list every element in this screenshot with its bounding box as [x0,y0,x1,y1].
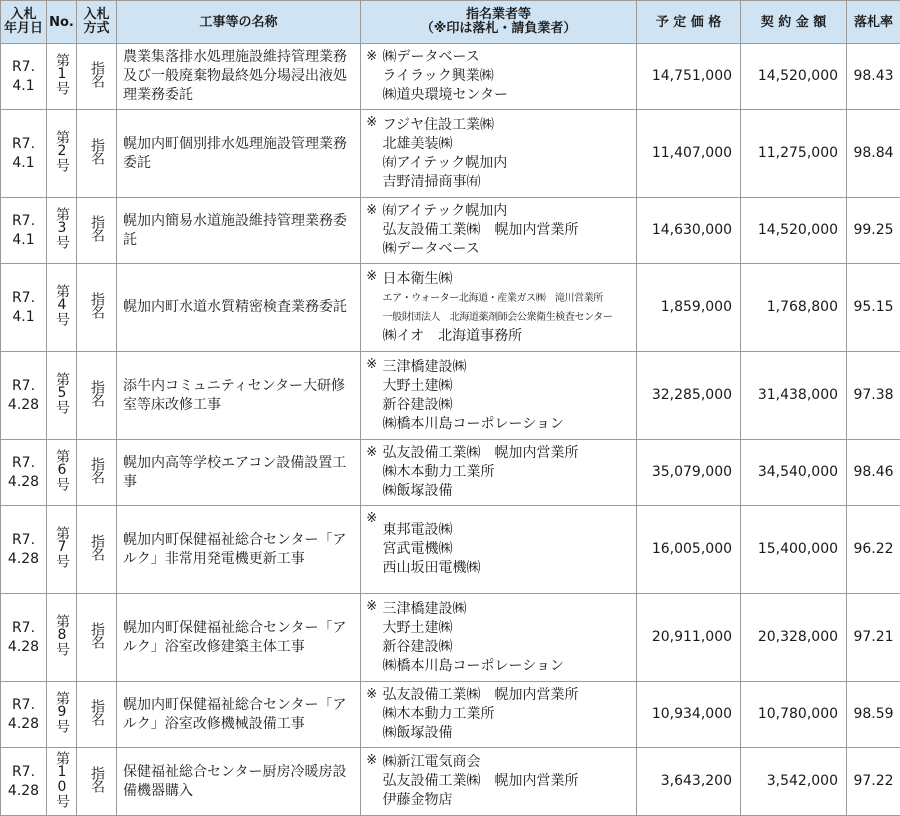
bid-rate-cell: 95.15 [847,264,900,352]
bid-number: 第3号 [54,207,69,248]
winner-mark: ※ [361,352,383,440]
bid-date-day: 4.28 [1,715,46,734]
bid-method: 指名 [89,215,104,241]
vendor-list [383,594,637,682]
vendor-item: 北雄美装㈱ [383,135,637,154]
planned-price-cell: 14,630,000 [637,198,741,264]
bid-method-cell [77,352,117,440]
project-name-cell: 農業集落排水処理施設維持管理業務及び一般廃棄物最終処分場浸出液処理業務委託 [117,44,361,110]
vendor-item: 吉野清掃商事㈲ [383,173,637,192]
bid-date-era: R7. [1,212,46,231]
bid-date-cell [1,44,47,110]
project-name-cell: 保健福祉総合センター厨房冷暖房設備機器購入 [117,748,361,816]
vendor-item: 弘友設備工業㈱ 幌加内営業所 [383,772,637,791]
winner-mark: ※ [361,594,383,682]
project-name-cell: 幌加内簡易水道施設維持管理業務委託 [117,198,361,264]
contract-amount-cell: 14,520,000 [741,198,847,264]
vendor-item: 三津橋建設㈱ [383,358,637,377]
bid-rate-cell: 98.46 [847,440,900,506]
bid-date-cell [1,506,47,594]
bid-number-cell [47,682,77,748]
bid-date-day: 4.28 [1,550,46,569]
header-date: 入札 年月日 [1,1,47,44]
planned-price-cell: 3,643,200 [637,748,741,816]
contract-amount-cell: 3,542,000 [741,748,847,816]
bid-date-cell [1,748,47,816]
winner-mark: ※ [361,506,383,594]
planned-price-cell: 32,285,000 [637,352,741,440]
bid-date-day: 4.1 [1,231,46,250]
bid-date-cell [1,110,47,198]
vendor-list [383,440,637,506]
planned-price-cell: 16,005,000 [637,506,741,594]
vendor-list [383,198,637,264]
bid-rate-cell: 99.25 [847,198,900,264]
vendor-item: ㈱データベース [383,48,637,67]
bid-method-cell [77,110,117,198]
bid-number-cell [47,440,77,506]
vendor-item: 西山坂田電機㈱ [383,559,637,578]
planned-price-cell: 10,934,000 [637,682,741,748]
contract-amount-cell: 15,400,000 [741,506,847,594]
vendor-item: 弘友設備工業㈱ 幌加内営業所 [383,221,637,240]
table-row [1,682,900,748]
project-name-cell: 幌加内町保健福祉総合センター「アルク」浴室改修建築主体工事 [117,594,361,682]
bid-method-cell [77,44,117,110]
bid-rate-cell: 97.21 [847,594,900,682]
bid-method-cell [77,198,117,264]
bid-date-day: 4.28 [1,473,46,492]
bid-number-cell [47,264,77,352]
bid-method: 指名 [89,380,104,406]
bid-date-day: 4.1 [1,77,46,96]
bid-number-cell [47,748,77,816]
bid-method: 指名 [89,622,104,648]
vendor-list [383,264,637,352]
bid-number: 第10号 [54,751,69,807]
table-row [1,44,900,110]
bid-date-day: 4.1 [1,154,46,173]
winner-mark: ※ [361,264,383,352]
contract-amount-cell: 20,328,000 [741,594,847,682]
bid-rate-cell: 98.59 [847,682,900,748]
table-row [1,264,900,352]
header-method: 入札 方式 [77,1,117,44]
vendor-item: ㈱橋本川島コーポレーション [383,657,637,676]
project-name-cell: 幌加内町水道水質精密検査業務委託 [117,264,361,352]
vendor-item: 東邦電設㈱ [383,521,637,540]
vendor-item: 新谷建設㈱ [383,396,637,415]
vendor-list [383,748,637,816]
table-row [1,440,900,506]
project-name-cell: 添牛内コミュニティセンター大研修室等床改修工事 [117,352,361,440]
vendor-item: ㈱道央環境センター [383,86,637,105]
bid-date-era: R7. [1,696,46,715]
header-row [1,1,900,44]
bid-number: 第9号 [54,691,69,732]
table-row [1,198,900,264]
vendor-item: 宮武電機㈱ [383,540,637,559]
vendor-item: 弘友設備工業㈱ 幌加内営業所 [383,444,637,463]
bid-number-cell [47,44,77,110]
bid-number-cell [47,594,77,682]
vendor-item: 大野土建㈱ [383,377,637,396]
bid-date-era: R7. [1,377,46,396]
contract-amount-cell: 1,768,800 [741,264,847,352]
bid-rate-cell: 98.84 [847,110,900,198]
bid-method-cell [77,748,117,816]
bid-method: 指名 [89,138,104,164]
contract-amount-cell: 10,780,000 [741,682,847,748]
vendor-item: ㈱データベース [383,240,637,259]
bid-rate-cell: 96.22 [847,506,900,594]
contract-amount-cell: 34,540,000 [741,440,847,506]
header-planned-price: 予 定 価 格 [637,1,741,44]
bid-date-era: R7. [1,454,46,473]
header-rate: 落札率 [847,1,900,44]
planned-price-cell: 14,751,000 [637,44,741,110]
vendor-item: フジヤ住設工業㈱ [383,116,637,135]
planned-price-cell: 35,079,000 [637,440,741,506]
bid-date-cell [1,594,47,682]
winner-mark: ※ [361,198,383,264]
bid-date-era: R7. [1,531,46,550]
vendor-item: ㈱新江電気商会 [383,753,637,772]
planned-price-cell: 11,407,000 [637,110,741,198]
bid-date-cell [1,682,47,748]
bid-date-day: 4.28 [1,638,46,657]
table-row [1,352,900,440]
vendor-item: ㈱木本動力工業所 [383,705,637,724]
header-vendors: 指名業者等 （※印は落札・請負業者） [361,1,637,44]
vendor-item: ㈲アイテック幌加内 [383,154,637,173]
vendor-item: ㈱飯塚設備 [383,482,637,501]
vendor-list [383,44,637,110]
bid-number: 第8号 [54,614,69,655]
header-contract-amount: 契 約 金 額 [741,1,847,44]
vendor-item: ㈱木本動力工業所 [383,463,637,482]
header-name: 工事等の名称 [117,1,361,44]
table-row [1,594,900,682]
vendor-item: 伊藤金物店 [383,791,637,810]
vendor-item: 弘友設備工業㈱ 幌加内営業所 [383,686,637,705]
bid-date-era: R7. [1,135,46,154]
vendor-item: ㈲アイテック幌加内 [383,202,637,221]
bid-rate-cell: 98.43 [847,44,900,110]
winner-mark: ※ [361,110,383,198]
project-name-cell: 幌加内町個別排水処理施設管理業務委託 [117,110,361,198]
bid-date-day: 4.28 [1,396,46,415]
bid-number-cell [47,352,77,440]
bid-date-cell [1,440,47,506]
bid-method-cell [77,594,117,682]
bid-number-cell [47,506,77,594]
header-no: No. [47,1,77,44]
bid-number-cell [47,110,77,198]
project-name-cell: 幌加内町保健福祉総合センター「アルク」浴室改修機械設備工事 [117,682,361,748]
bid-method-cell [77,264,117,352]
vendor-item: ㈱飯塚設備 [383,724,637,743]
winner-mark: ※ [361,440,383,506]
bid-number: 第7号 [54,526,69,567]
bid-method: 指名 [89,534,104,560]
vendor-item: ライラック興業㈱ [383,67,637,86]
bid-date-era: R7. [1,58,46,77]
planned-price-cell: 20,911,000 [637,594,741,682]
bid-number: 第6号 [54,449,69,490]
bid-date-era: R7. [1,763,46,782]
bid-rate-cell: 97.38 [847,352,900,440]
bid-date-era: R7. [1,619,46,638]
table-row [1,110,900,198]
bid-method: 指名 [89,766,104,792]
bid-method: 指名 [89,457,104,483]
bid-date-cell [1,198,47,264]
bid-method: 指名 [89,699,104,725]
contract-amount-cell: 14,520,000 [741,44,847,110]
vendor-item: 大野土建㈱ [383,619,637,638]
vendor-item: ㈱イオ 北海道事務所 [383,327,637,346]
table-row [1,748,900,816]
planned-price-cell: 1,859,000 [637,264,741,352]
contract-amount-cell: 31,438,000 [741,352,847,440]
vendor-list [383,682,637,748]
project-name-cell: 幌加内町保健福祉総合センター「アルク」非常用発電機更新工事 [117,506,361,594]
winner-mark: ※ [361,682,383,748]
vendor-item: 三津橋建設㈱ [383,600,637,619]
vendor-list [383,352,637,440]
bid-method-cell [77,440,117,506]
bid-rate-cell: 97.22 [847,748,900,816]
bid-number-cell [47,198,77,264]
vendor-list [383,506,637,594]
bid-method: 指名 [89,61,104,87]
vendor-item: 一般財団法人 北海道薬剤師会公衆衛生検査センター [383,308,637,327]
bid-date-cell [1,352,47,440]
bid-number: 第4号 [54,284,69,325]
project-name-cell: 幌加内高等学校エアコン設備設置工事 [117,440,361,506]
contract-amount-cell: 11,275,000 [741,110,847,198]
bid-number: 第5号 [54,372,69,413]
vendor-item: エア・ウォーター北海道・産業ガス㈱ 滝川営業所 [383,289,637,308]
vendor-item: 日本衛生㈱ [383,270,637,289]
winner-mark: ※ [361,44,383,110]
bid-number: 第1号 [54,53,69,94]
vendor-item: 新谷建設㈱ [383,638,637,657]
bid-date-day: 4.28 [1,782,46,801]
bid-date-day: 4.1 [1,308,46,327]
bid-method-cell [77,682,117,748]
vendor-item: ㈱橋本川島コーポレーション [383,415,637,434]
bid-method-cell [77,506,117,594]
bid-method: 指名 [89,292,104,318]
table-row [1,506,900,594]
bid-number: 第2号 [54,130,69,171]
bid-date-era: R7. [1,289,46,308]
bid-date-cell [1,264,47,352]
winner-mark: ※ [361,748,383,816]
vendor-list [383,110,637,198]
